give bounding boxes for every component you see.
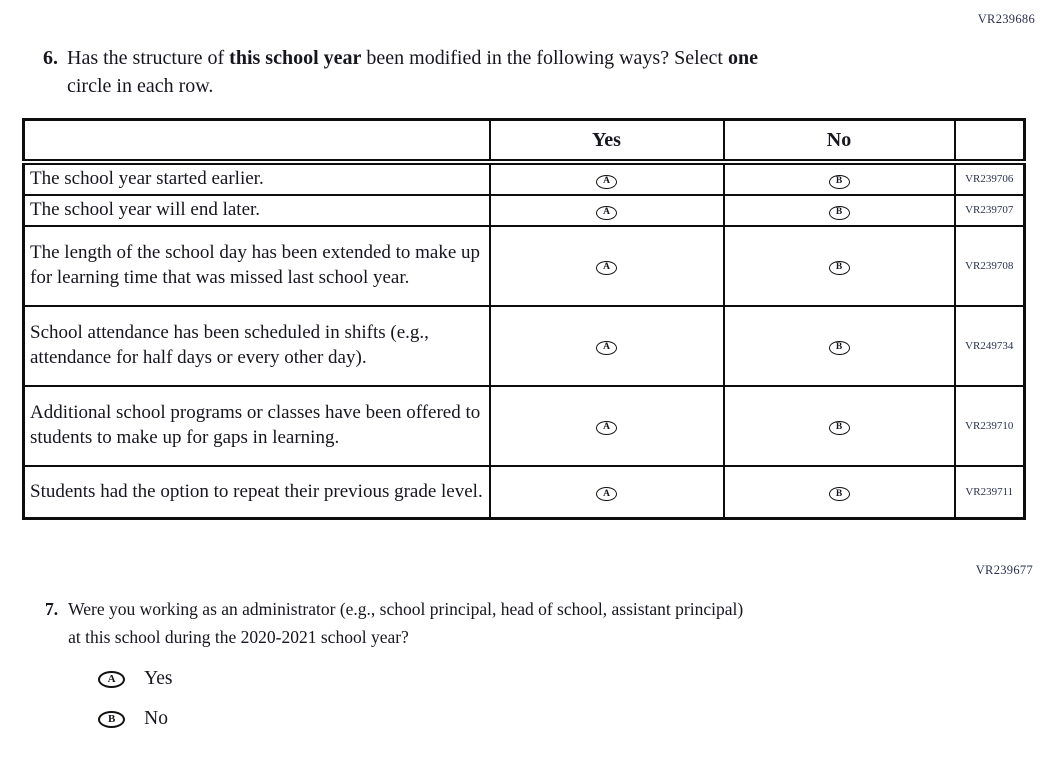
row-code: VR239710: [955, 386, 1025, 466]
radio-yes-row5[interactable]: A: [596, 421, 617, 435]
question-7: [45, 596, 995, 747]
q7-text-line2: at this school during the 2020-2021 school year?: [68, 626, 409, 647]
radio-yes-row1[interactable]: A: [596, 175, 617, 189]
row-label: School attendance has been scheduled in shifts (e.g., attendance for half days or every other day).: [24, 306, 490, 386]
q6-text-part2: been modified in the following ways? Select: [361, 47, 728, 69]
table-row: [24, 466, 1025, 519]
section-code: VR239677: [975, 563, 1033, 577]
table-row: [24, 162, 1025, 195]
table-row: [24, 386, 1025, 466]
row-label: Students had the option to repeat their previous grade level.: [24, 466, 490, 519]
radio-b-icon[interactable]: B: [98, 711, 125, 728]
row-label: The length of the school day has been extended to make up for learning time that was missed last school year.: [24, 226, 490, 306]
q7-option-no[interactable]: [98, 707, 743, 731]
row-code: VR239706: [955, 162, 1025, 195]
q6-text-line2: circle in each row.: [67, 75, 214, 98]
row-code: VR239711: [955, 466, 1025, 519]
radio-no-row3[interactable]: B: [829, 261, 850, 275]
radio-no-row4[interactable]: B: [829, 341, 850, 355]
row-code: VR239708: [955, 226, 1025, 306]
q7-options: [98, 667, 743, 731]
radio-no-row6[interactable]: B: [829, 487, 850, 501]
header-no: No: [724, 120, 955, 163]
header-code-blank: [955, 120, 1025, 163]
radio-yes-row4[interactable]: A: [596, 341, 617, 355]
row-label: The school year will end later.: [24, 195, 490, 226]
question-7-text: [68, 596, 743, 747]
q7-option-no-label: No: [144, 707, 168, 729]
row-label: Additional school programs or classes have been offered to students to make up for gaps in learning.: [24, 386, 490, 466]
radio-yes-row6[interactable]: A: [596, 487, 617, 501]
q7-option-yes[interactable]: [98, 667, 743, 691]
radio-no-row5[interactable]: B: [829, 421, 850, 435]
radio-no-row1[interactable]: B: [829, 175, 850, 189]
radio-yes-row3[interactable]: A: [596, 261, 617, 275]
q6-text-bold1: this school year: [229, 47, 362, 69]
radio-a-icon[interactable]: A: [98, 671, 125, 688]
radio-no-row2[interactable]: B: [829, 206, 850, 220]
row-code: VR249734: [955, 306, 1025, 386]
q6-text-part1: Has the structure of: [67, 47, 230, 69]
table-row: [24, 226, 1025, 306]
q6-text-bold2: one: [727, 47, 758, 69]
radio-yes-row2[interactable]: A: [596, 206, 617, 220]
q6-answer-table: [22, 118, 1026, 520]
table-header-row: [24, 120, 1025, 163]
header-blank: [24, 120, 490, 163]
row-label: The school year started earlier.: [24, 162, 490, 195]
question-6-text: [67, 44, 758, 101]
page-code: VR239686: [977, 12, 1035, 26]
table-row: [24, 195, 1025, 226]
header-yes: Yes: [490, 120, 724, 163]
table-row: [24, 306, 1025, 386]
question-6: [43, 44, 948, 101]
question-7-number: 7.: [45, 599, 59, 619]
row-code: VR239707: [955, 195, 1025, 226]
q7-option-yes-label: Yes: [144, 667, 173, 689]
q7-text-line1: Were you working as an administrator (e.g., school principal, head of school, assistant principal): [68, 599, 744, 619]
question-6-number: 6.: [43, 47, 58, 69]
